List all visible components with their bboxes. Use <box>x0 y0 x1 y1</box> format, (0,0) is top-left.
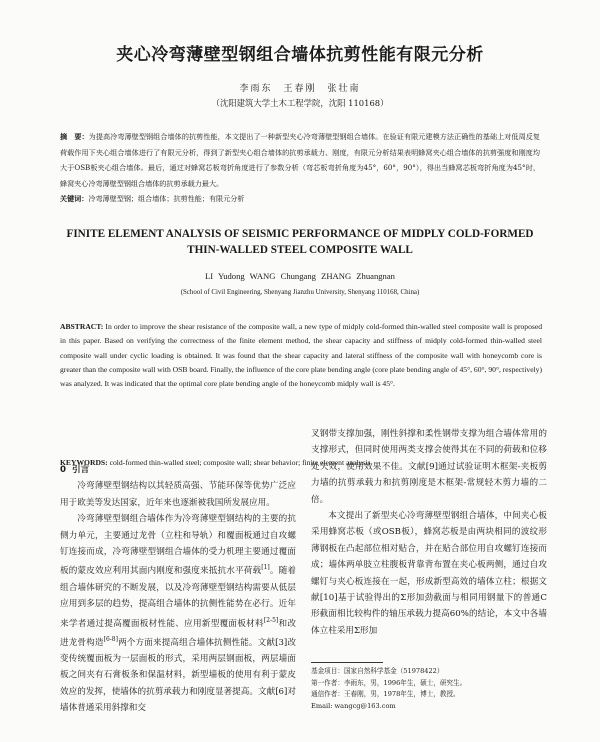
footnote-email: Email: wangcg@163.com <box>311 701 396 710</box>
cn-authors: 李雨东 王春刚 张壮南 <box>239 84 361 94</box>
cn-abstract-text: 为提高冷弯薄壁型钢组合墙体的抗剪性能，本文提出了一种新型夹心冷弯薄壁型钢组合墙体。在验证有限元建模方法正确性的基础上对低周反复荷载作用下夹心组合墙体进行了有限元分析，得到了新型夹心组合墙体的抗剪承载力、刚度，有限元分析结果表明蜂窝夹心组合墙体的抗剪强度和刚度均大于OSB板夹心组合墙体。最后，通过对蜂窝芯板弯折角度进行了参数分析（弯芯板弯折角度为45°，60°，90°），得出当蜂窝芯板弯折角度为45°时，蜂窝夹心冷弯薄壁型钢组合墙体的抗剪承载力最大。 <box>60 132 541 188</box>
footnote-rule <box>311 662 383 663</box>
en-authors: LI Yudong WANG Chungang ZHANG Zhuangnan <box>205 271 395 281</box>
en-abstract-text: In order to improve the shear resistance of the composite wall, a new type of midply cold-formed thin-walled steel composite wall is proposed in this paper. Based on verifying the correctness of the finite element method, the shear capacity and stiffness of midply cold-formed thin-walled steel composite wall under cyclic loading is obtained. It was found that the shear capacity and lateral stiffness of the composite wall with honeycomb core is greater than the composite wall with OSB board. Finally, the influence of the core plate bending angle (core plate bending angle of 45°, 60°, 90°, respectively) was analyzed. It was indicated that the optimal core plate bending angle of the honeycomb midply wall is 45°. <box>60 322 542 389</box>
body-right-column <box>311 426 547 639</box>
citation-ref: [1] <box>261 564 270 572</box>
footnote-author2: 通信作者：王春刚，男，1978年生，博士，教授。 <box>311 690 460 698</box>
en-title <box>60 226 540 258</box>
left-p2-part-d: 两个方面来提高组合墙体抗侧性能。文献[3]改变传统覆面板为一层面板的形式，采用两层钢面板，两层墙面板之间夹有石膏板条和保温材料，新型墙板的使用有利于蒙皮效应的发挥，使墙体的抗剪承载力和刚度显著提高。文献[6]对墙体普通采用斜撑和交 <box>60 637 296 714</box>
cn-keywords-label: 关键词： <box>60 194 89 203</box>
en-keywords-text: cold-formed thin-walled steel; composite wall; shear behavior; finite element analysis <box>109 458 371 467</box>
footnote-author1: 第一作者：李雨东，男，1996年生，硕士，研究生。 <box>311 678 467 687</box>
en-affiliation: (School of Civil Engineering, Shenyang Jianzhu University, Shenyang 110168, China) <box>180 289 420 296</box>
en-keywords-label: KEYWORDS: <box>60 458 108 467</box>
cn-keywords-text: 冷弯薄壁型钢；组合墙体；抗剪性能；有限元分析 <box>88 194 245 203</box>
citation-ref: [2-5] <box>263 616 279 624</box>
en-title-line1: FINITE ELEMENT ANALYSIS OF SEISMIC PERFORMANCE OF MIDPLY COLD-FORMED <box>66 228 534 240</box>
body-left-column <box>60 462 296 717</box>
cn-title: 夹心冷弯薄壁型钢组合墙体抗剪性能有限元分析 <box>116 45 484 65</box>
section-number: 0 <box>60 465 66 475</box>
footnote-fund: 基金项目：国家自然科学基金（51978422） <box>311 667 444 675</box>
left-p2-part-a: 冷弯薄壁型钢组合墙体作为冷弯薄壁型钢结构的主要的抗侧力单元，主要通过龙骨（立柱和导轨）和覆面板通过自攻螺钉连接而成，冷弯薄壁型钢组合墙体的受力机理主要通过覆面板的蒙皮效应利用其面内刚度和强度来抵抗水平荷载 <box>60 514 296 577</box>
right-paragraph-1: 叉钢带支撑加强，刚性斜撑和柔性钢带支撑为组合墙体常用的支撑形式，但同时使用两类支撑会使得其在不同的荷载和位移处失效，使用效果不佳。文献[9]通过试验证明木框架-夹板剪力墙的抗剪承载力和抗剪刚度是木框架-常规轻木剪力墙的二倍。 <box>311 429 547 505</box>
cn-abstract <box>60 129 540 207</box>
left-paragraph-1: 冷弯薄壁型钢结构以其轻质高强、节能环保等优势广泛应用于欧美等发达国家，近年来也逐渐被我国所发展应用。 <box>60 481 296 508</box>
en-abstract-label: ABSTRACT: <box>60 322 104 331</box>
left-paragraph-2 <box>60 511 296 716</box>
en-title-line2: THIN-WALLED STEEL COMPOSITE WALL <box>187 244 413 256</box>
citation-ref: [6-8] <box>103 635 118 643</box>
left-p2-part-b: 。随着组合墙体研究的不断发展，以及冷弯薄壁型钢结构需要从低层应用到多层的趋势，提高组合墙体的抗侧性能势在必行。近年来学者通过提高覆面板材性能、应用新型覆面板材料 <box>60 566 296 629</box>
section-title: 引言 <box>71 465 90 475</box>
cn-abstract-label: 摘 要： <box>60 132 89 141</box>
en-abstract <box>60 320 542 391</box>
right-paragraph-2: 本文提出了新型夹心冷弯薄壁型钢组合墙体，中间夹心板采用蜂窝芯板（或OSB板），蜂窝芯板是由两块相同的波纹形薄钢板在凸起部位相对贴合，并在贴合部位用自攻螺钉连接而成；墙体两单肢立柱腹板背靠背布置在夹心板两侧，通过自攻螺钉与夹心板连接在一起，形成新型高效的墙体立柱；根据文献[10]基于试验得出的Σ形加劲截面与相同用钢量下的普通C形截面相比较构件的轴压承载力提高60%的结论，本文中各墙体立柱采用Σ形加 <box>311 511 547 636</box>
footnotes <box>311 666 551 712</box>
cn-affiliation: （沈阳建筑大学土木工程学院，沈阳 110168） <box>211 98 389 108</box>
left-p2-part-c: 和改进龙骨构造 <box>60 618 296 648</box>
section-heading <box>60 462 296 478</box>
